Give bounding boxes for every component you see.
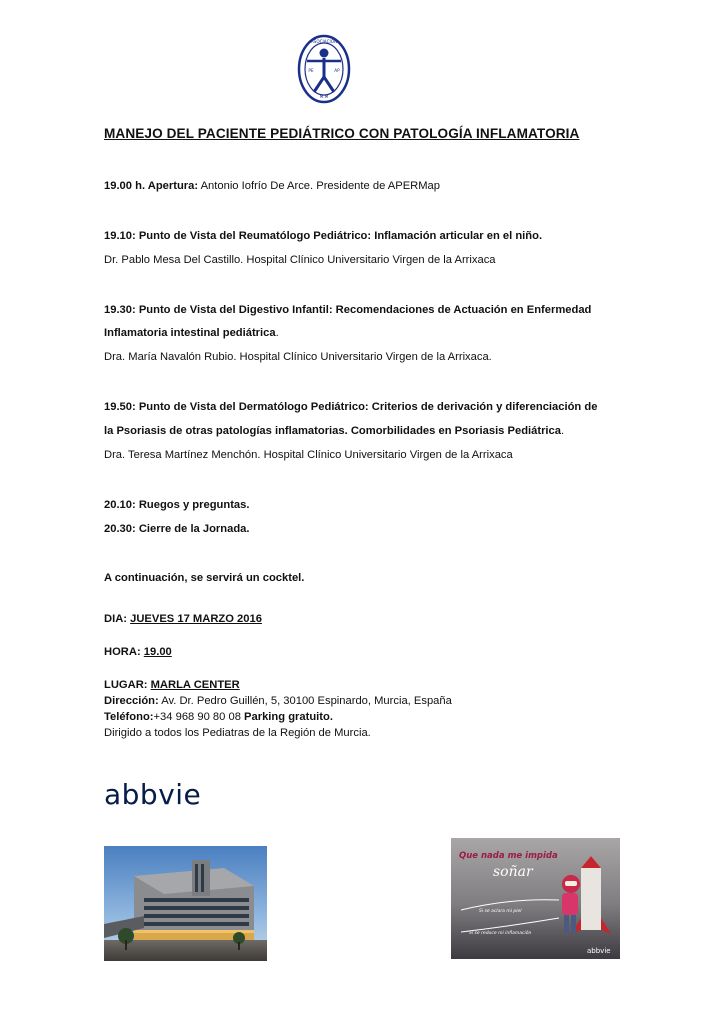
talk2-speaker: Dra. María Navalón Rubio. Hospital Clínico Universitario Virgen de la Arrixaca. bbox=[104, 351, 492, 363]
talk2-heading-line2 bbox=[104, 325, 279, 341]
place-value: MARLA CENTER bbox=[150, 679, 240, 691]
parking-note: Parking gratuito. bbox=[244, 711, 333, 723]
questions-text: : Ruegos y preguntas. bbox=[132, 499, 250, 511]
phone-value: +34 968 90 80 08 bbox=[153, 711, 245, 723]
logo-bottom-letters: M.M bbox=[319, 94, 329, 99]
time-label: HORA: bbox=[104, 646, 144, 658]
sponsor-name: abbvie bbox=[104, 780, 202, 810]
date-value: JUEVES 17 MARZO 2016 bbox=[130, 613, 262, 625]
association-emblem-icon bbox=[297, 34, 351, 104]
date-label: DIA: bbox=[104, 613, 131, 625]
talk3-heading-line2-period: . bbox=[560, 425, 565, 437]
address-line bbox=[104, 693, 452, 709]
phone-label: Teléfono: bbox=[104, 711, 154, 723]
talk3-heading-line2-text: la Psoriasis de otras patologías inflamatorias. Comorbilidades en Psoriasis Pediátrica bbox=[104, 425, 561, 437]
abbvie-logo-icon bbox=[104, 780, 234, 810]
talk3-heading-line2 bbox=[104, 423, 564, 439]
campaign-line1: Si se aclara mi piel bbox=[479, 909, 522, 914]
address-label: Dirección: bbox=[104, 695, 159, 707]
talk2-heading-line2-text: Inflamatoria intestinal pediátrica bbox=[104, 327, 276, 339]
closing-line: 20.30: Cierre de la Jornada. bbox=[104, 523, 250, 535]
questions-time: 20.10 bbox=[104, 499, 132, 511]
logo-ring-text: ASOCIACIÓN bbox=[310, 39, 338, 44]
logo-right-letters: AP bbox=[334, 68, 340, 73]
place-label: LUGAR: bbox=[104, 679, 151, 691]
logo-left-letters: PE bbox=[308, 68, 314, 73]
campaign-script-word: soñar bbox=[493, 864, 533, 880]
talk2-heading-line1: 19.30: Punto de Vista del Digestivo Infantil: Recomendaciones de Actuación en Enfermedad bbox=[104, 304, 592, 316]
date-line bbox=[104, 611, 262, 627]
talk3-heading-line1: 19.50: Punto de Vista del Dermatólogo Pediátrico: Criterios de derivación y diferenciación de bbox=[104, 401, 598, 413]
talk1-speaker: Dr. Pablo Mesa Del Castillo. Hospital Clínico Universitario Virgen de la Arrixaca bbox=[104, 254, 496, 266]
sponsor-logo bbox=[104, 780, 234, 815]
page-title: MANEJO DEL PACIENTE PEDIÁTRICO CON PATOLOGÍA INFLAMATORIA bbox=[104, 126, 580, 141]
time-value: 19.00 bbox=[143, 646, 172, 658]
building-image-icon bbox=[104, 846, 267, 961]
audience-note: Dirigido a todos los Pediatras de la Región de Murcia. bbox=[104, 727, 371, 739]
opening-time: 19.00 h. Apertura: bbox=[104, 180, 199, 192]
address-value: Av. Dr. Pedro Guillén, 5, 30100 Espinardo, Murcia, España bbox=[158, 695, 452, 707]
talk1-heading: 19.10: Punto de Vista del Reumatólogo Pediátrico: Inflamación articular en el niño. bbox=[104, 230, 543, 242]
opening-line bbox=[104, 178, 440, 194]
phone-line bbox=[104, 709, 333, 725]
time-line bbox=[104, 644, 172, 660]
cocktail-note: A continuación, se servirá un cocktel. bbox=[104, 572, 305, 584]
association-logo bbox=[297, 34, 351, 104]
campaign-headline: Que nada me impida bbox=[459, 851, 558, 861]
place-line bbox=[104, 677, 240, 693]
talk2-heading-line2-period: . bbox=[275, 327, 279, 339]
campaign-line2: Si se reduce mi inflamación bbox=[469, 931, 532, 936]
campaign-ad-image-icon bbox=[451, 838, 620, 959]
campaign-ad bbox=[451, 838, 620, 959]
campaign-brand: abbvie bbox=[587, 947, 611, 955]
opening-speaker: Antonio Iofrío De Arce. Presidente de APERMap bbox=[198, 180, 441, 192]
talk3-speaker: Dra. Teresa Martínez Menchón. Hospital Clínico Universitario Virgen de la Arrixaca bbox=[104, 449, 513, 461]
questions-line bbox=[104, 497, 250, 513]
venue-photo bbox=[104, 846, 267, 961]
